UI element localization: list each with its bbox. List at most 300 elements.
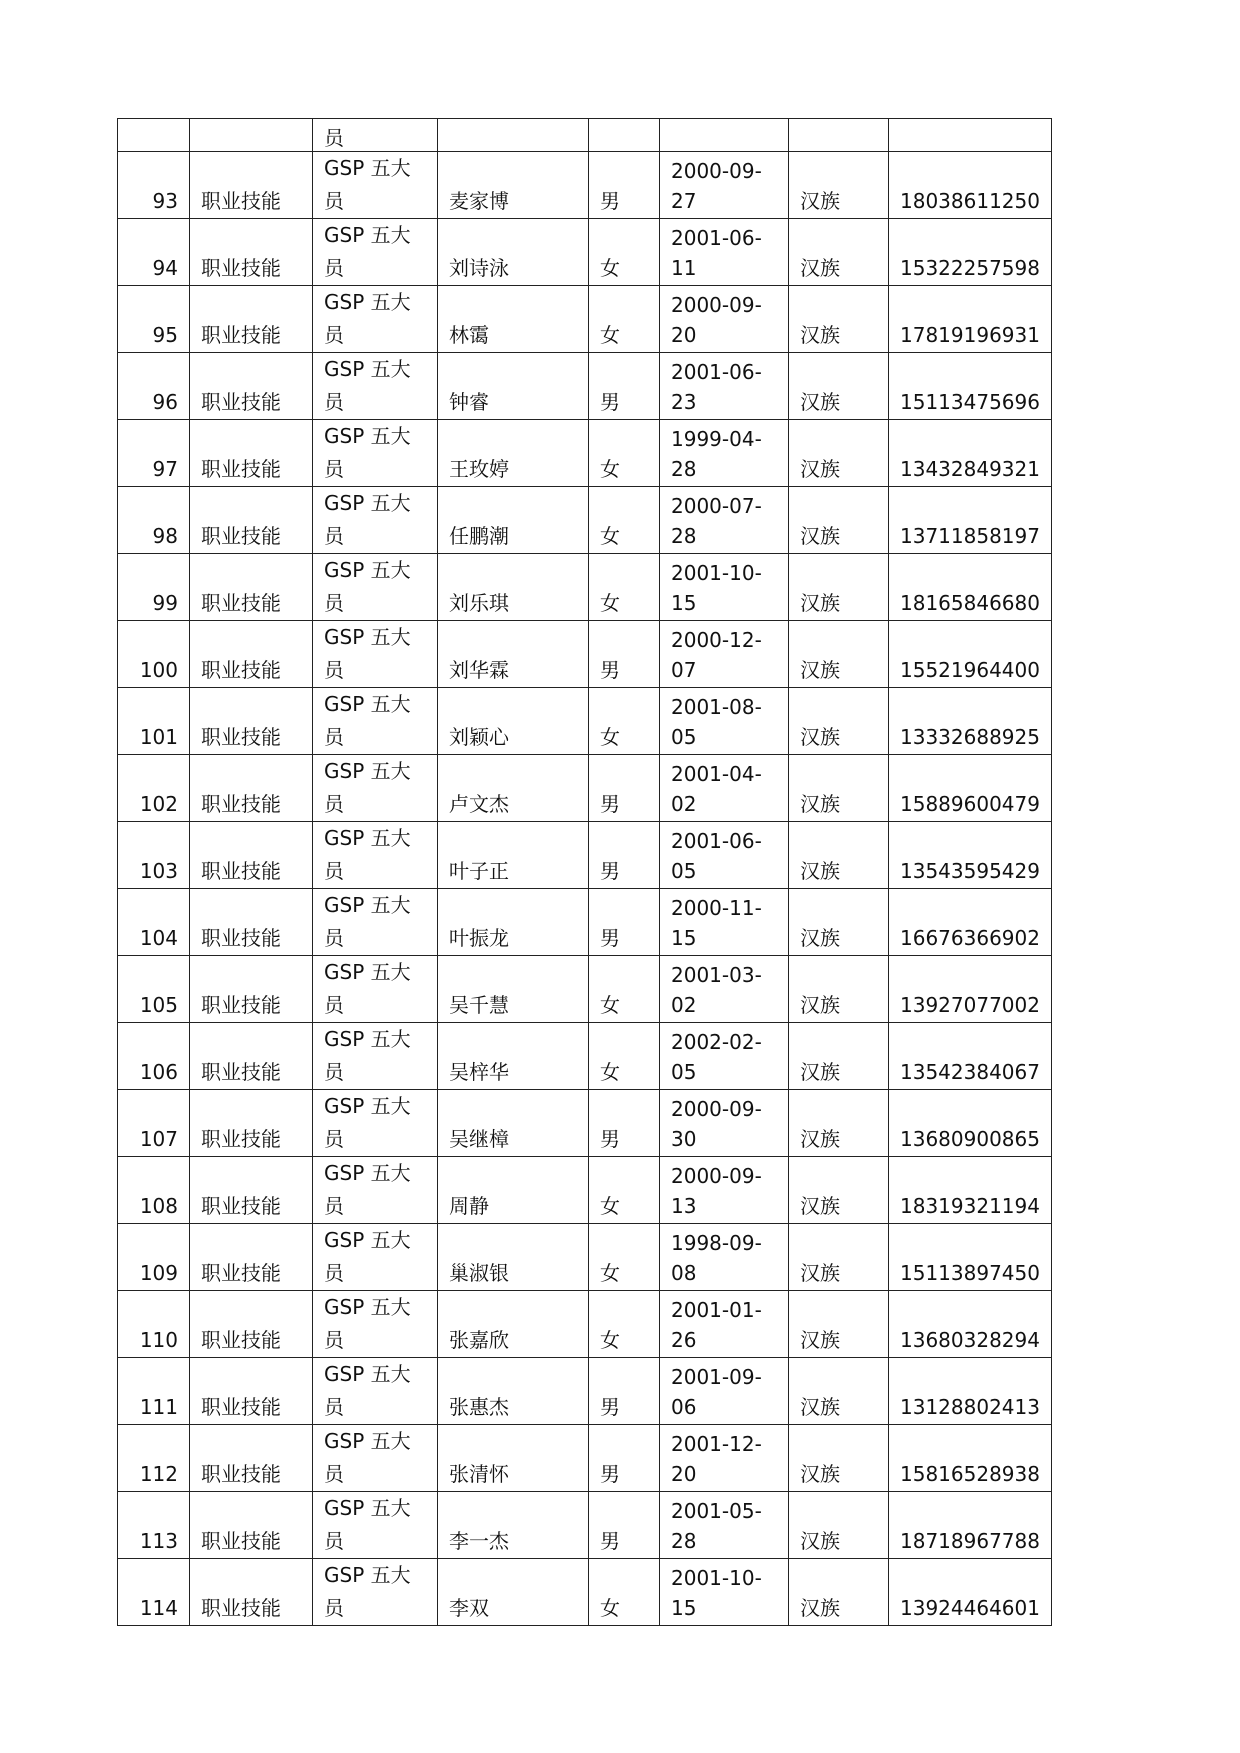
cell-phone-text: 13680900865: [900, 1127, 1040, 1151]
cell-category: [190, 119, 313, 152]
cell-major: [313, 286, 438, 353]
cell-birth-text: 2001-04-02: [671, 762, 762, 816]
cell-name: [438, 554, 589, 621]
cell-ethnicity-text: 汉族: [800, 792, 840, 816]
cell-gender-text: 男: [600, 1462, 620, 1486]
cell-major: [313, 1358, 438, 1425]
cell-phone: [889, 621, 1052, 688]
cell-major: [313, 487, 438, 554]
cell-name: [438, 1559, 589, 1626]
cell-ethnicity: [789, 554, 889, 621]
cell-phone-text: 13927077002: [900, 993, 1040, 1017]
cell-ethnicity: [789, 822, 889, 889]
cell-name: [438, 1224, 589, 1291]
cell-ethnicity-text: 汉族: [800, 1462, 840, 1486]
cell-major-line2: 员: [324, 658, 344, 682]
cell-phone-text: 15113897450: [900, 1261, 1040, 1285]
cell-gender-text: 男: [600, 658, 620, 682]
table-row: [118, 1559, 1052, 1626]
cell-major-line1: GSP 五大: [324, 223, 411, 247]
cell-category: [190, 353, 313, 420]
cell-no-text: 110: [139, 1328, 178, 1352]
cell-name-text: 刘乐琪: [449, 591, 509, 615]
cell-gender: [589, 755, 660, 822]
cell-name-text: 张惠杰: [449, 1395, 509, 1419]
cell-gender-text: 女: [600, 256, 620, 280]
cell-major: [313, 554, 438, 621]
cell-no-text: 104: [139, 926, 178, 950]
cell-birth-text: 2001-01-26: [671, 1298, 762, 1352]
cell-ethnicity-text: 汉族: [800, 1328, 840, 1352]
cell-ethnicity: [789, 688, 889, 755]
cell-no-text: 102: [139, 792, 178, 816]
cell-birth: [660, 621, 789, 688]
cell-category-text: 职业技能: [201, 993, 281, 1017]
cell-gender-text: 男: [600, 189, 620, 213]
cell-phone-text: 13332688925: [900, 725, 1040, 749]
cell-name-text: 吴继樟: [449, 1127, 509, 1151]
cell-gender: [589, 1425, 660, 1492]
cell-no: [118, 956, 190, 1023]
cell-category: [190, 554, 313, 621]
cell-ethnicity-text: 汉族: [800, 658, 840, 682]
cell-category: [190, 956, 313, 1023]
cell-name: [438, 1023, 589, 1090]
cell-phone-text: 18165846680: [900, 591, 1040, 615]
cell-no: [118, 119, 190, 152]
cell-major-line2: 员: [324, 926, 344, 950]
cell-gender: [589, 219, 660, 286]
cell-phone-text: 13432849321: [900, 457, 1040, 481]
cell-name: [438, 621, 589, 688]
cell-ethnicity: [789, 1559, 889, 1626]
cell-ethnicity: [789, 353, 889, 420]
cell-gender: [589, 956, 660, 1023]
cell-no: [118, 554, 190, 621]
cell-birth-text: 2001-03-02: [671, 963, 762, 1017]
cell-major: [313, 420, 438, 487]
cell-major-line1: GSP 五大: [324, 960, 411, 984]
cell-no-text: 100: [139, 658, 178, 682]
cell-name: [438, 152, 589, 219]
table-row: [118, 152, 1052, 219]
cell-gender: [589, 1492, 660, 1559]
cell-gender: [589, 621, 660, 688]
cell-major-line2: 员: [324, 256, 344, 280]
cell-major: [313, 1090, 438, 1157]
cell-ethnicity-text: 汉族: [800, 1127, 840, 1151]
cell-birth-text: 2000-09-13: [671, 1164, 762, 1218]
cell-name: [438, 420, 589, 487]
cell-major-line1: GSP 五大: [324, 491, 411, 515]
cell-ethnicity: [789, 219, 889, 286]
table-row: [118, 1358, 1052, 1425]
cell-name-text: 刘诗泳: [449, 256, 509, 280]
cell-phone-text: 15816528938: [900, 1462, 1040, 1486]
cell-category-text: 职业技能: [201, 1596, 281, 1620]
cell-birth-text: 2000-07-28: [671, 494, 762, 548]
cell-birth: [660, 1157, 789, 1224]
cell-phone-text: 13680328294: [900, 1328, 1040, 1352]
table-row: [118, 755, 1052, 822]
cell-ethnicity-text: 汉族: [800, 256, 840, 280]
cell-phone: [889, 353, 1052, 420]
cell-category-text: 职业技能: [201, 926, 281, 950]
cell-major-line2: 员: [324, 1328, 344, 1352]
cell-major-line1: GSP 五大: [324, 1027, 411, 1051]
cell-phone: [889, 822, 1052, 889]
cell-category: [190, 487, 313, 554]
cell-birth-text: 2001-09-06: [671, 1365, 762, 1419]
cell-ethnicity-text: 汉族: [800, 993, 840, 1017]
cell-category: [190, 1090, 313, 1157]
cell-birth: [660, 1023, 789, 1090]
cell-category-text: 职业技能: [201, 591, 281, 615]
cell-birth: [660, 889, 789, 956]
cell-major-line2: 员: [324, 1194, 344, 1218]
table-row: [118, 1090, 1052, 1157]
cell-gender: [589, 487, 660, 554]
cell-ethnicity-text: 汉族: [800, 1395, 840, 1419]
cell-birth-text: 2001-06-11: [671, 226, 762, 280]
cell-name-text: 钟睿: [449, 390, 489, 414]
cell-phone-text: 16676366902: [900, 926, 1040, 950]
cell-category-text: 职业技能: [201, 1194, 281, 1218]
cell-major-line2: 员: [324, 1060, 344, 1084]
cell-name: [438, 487, 589, 554]
cell-no-text: 98: [152, 524, 178, 548]
cell-phone: [889, 1157, 1052, 1224]
cell-name: [438, 219, 589, 286]
cell-major-line1: GSP 五大: [324, 1094, 411, 1118]
cell-no-text: 106: [139, 1060, 178, 1084]
cell-major-line2: 员: [324, 859, 344, 883]
cell-category-text: 职业技能: [201, 256, 281, 280]
table-row: [118, 1291, 1052, 1358]
cell-ethnicity: [789, 1090, 889, 1157]
cell-ethnicity-text: 汉族: [800, 1060, 840, 1084]
cell-category-text: 职业技能: [201, 792, 281, 816]
table-row: [118, 1425, 1052, 1492]
cell-name-text: 吴梓华: [449, 1060, 509, 1084]
cell-category: [190, 755, 313, 822]
cell-phone-text: 13128802413: [900, 1395, 1040, 1419]
cell-gender-text: 男: [600, 1127, 620, 1151]
cell-name-text: 张清怀: [449, 1462, 509, 1486]
cell-gender-text: 男: [600, 926, 620, 950]
cell-name: [438, 1090, 589, 1157]
cell-gender: [589, 420, 660, 487]
cell-gender-text: 女: [600, 1328, 620, 1352]
cell-ethnicity: [789, 1023, 889, 1090]
cell-gender: [589, 152, 660, 219]
cell-major-line1: GSP 五大: [324, 357, 411, 381]
cell-category-text: 职业技能: [201, 1127, 281, 1151]
cell-name-text: 吴千慧: [449, 993, 509, 1017]
cell-no-text: 112: [139, 1462, 178, 1486]
cell-gender-text: 女: [600, 1596, 620, 1620]
cell-gender: [589, 554, 660, 621]
roster-body: [118, 119, 1052, 1626]
cell-ethnicity: [789, 420, 889, 487]
cell-birth: [660, 755, 789, 822]
cell-gender: [589, 1023, 660, 1090]
cell-birth-text: 2000-12-07: [671, 628, 762, 682]
cell-major: 员: [313, 119, 438, 152]
cell-birth: [660, 119, 789, 152]
cell-phone-text: 15889600479: [900, 792, 1040, 816]
cell-category: [190, 1023, 313, 1090]
cell-birth-text: 2002-02-05: [671, 1030, 762, 1084]
cell-gender-text: 男: [600, 859, 620, 883]
cell-major-line1: GSP 五大: [324, 1228, 411, 1252]
cell-category: [190, 152, 313, 219]
cell-category: [190, 1157, 313, 1224]
table-row: [118, 1492, 1052, 1559]
cell-major: [313, 152, 438, 219]
cell-no: [118, 688, 190, 755]
cell-no: [118, 219, 190, 286]
cell-category-text: 职业技能: [201, 1328, 281, 1352]
cell-no: [118, 1291, 190, 1358]
cell-gender-text: 女: [600, 591, 620, 615]
cell-no-text: 111: [139, 1395, 178, 1419]
cell-gender: [589, 1291, 660, 1358]
cell-gender: [589, 1559, 660, 1626]
cell-major-line1: GSP 五大: [324, 290, 411, 314]
cell-phone-text: 17819196931: [900, 323, 1040, 347]
cell-no-text: 103: [139, 859, 178, 883]
cell-major-line1: GSP 五大: [324, 692, 411, 716]
cell-gender: [589, 1358, 660, 1425]
cell-birth-text: 2001-08-05: [671, 695, 762, 749]
cell-name: [438, 1157, 589, 1224]
cell-birth: [660, 822, 789, 889]
cell-category-text: 职业技能: [201, 524, 281, 548]
cell-ethnicity: [789, 889, 889, 956]
cell-gender-text: 男: [600, 390, 620, 414]
cell-major-line2: 员: [324, 1596, 344, 1620]
cell-birth: [660, 1559, 789, 1626]
cell-ethnicity: [789, 487, 889, 554]
cell-ethnicity-text: 汉族: [800, 524, 840, 548]
cell-category: [190, 822, 313, 889]
cell-major: [313, 1492, 438, 1559]
table-row: [118, 822, 1052, 889]
cell-major-line2: 员: [324, 1261, 344, 1285]
cell-major-line1: GSP 五大: [324, 1161, 411, 1185]
cell-category-text: 职业技能: [201, 1261, 281, 1285]
cell-category: [190, 1559, 313, 1626]
cell-phone: [889, 152, 1052, 219]
cell-phone: [889, 1559, 1052, 1626]
cell-ethnicity-text: 汉族: [800, 189, 840, 213]
cell-birth: [660, 1425, 789, 1492]
cell-category: [190, 621, 313, 688]
cell-no: [118, 1023, 190, 1090]
cell-gender: [589, 889, 660, 956]
table-row: [118, 554, 1052, 621]
cell-gender-text: 女: [600, 1261, 620, 1285]
cell-no: [118, 1559, 190, 1626]
cell-gender: [589, 1157, 660, 1224]
cell-phone: [889, 889, 1052, 956]
cell-birth: [660, 152, 789, 219]
cell-no-text: 95: [152, 323, 178, 347]
cell-phone: [889, 1224, 1052, 1291]
cell-name-text: 李一杰: [449, 1529, 509, 1553]
cell-birth-text: 1999-04-28: [671, 427, 762, 481]
cell-ethnicity: [789, 1358, 889, 1425]
cell-birth: [660, 420, 789, 487]
cell-no: [118, 755, 190, 822]
cell-ethnicity: [789, 621, 889, 688]
cell-birth: [660, 554, 789, 621]
cell-major-line1: GSP 五大: [324, 424, 411, 448]
cell-name: [438, 1492, 589, 1559]
table-row: [118, 420, 1052, 487]
cell-category: [190, 219, 313, 286]
cell-no-text: 97: [152, 457, 178, 481]
table-row: [118, 956, 1052, 1023]
cell-name-text: 卢文杰: [449, 792, 509, 816]
cell-name-text: 叶子正: [449, 859, 509, 883]
cell-category-text: 职业技能: [201, 1395, 281, 1419]
cell-major-line1: GSP 五大: [324, 759, 411, 783]
cell-ethnicity-text: 汉族: [800, 725, 840, 749]
cell-category-text: 职业技能: [201, 457, 281, 481]
cell-gender: [589, 822, 660, 889]
cell-category: [190, 420, 313, 487]
cell-phone-text: 15521964400: [900, 658, 1040, 682]
cell-major-line1: GSP 五大: [324, 826, 411, 850]
cell-phone: [889, 487, 1052, 554]
cell-no: [118, 420, 190, 487]
cell-gender: [589, 1224, 660, 1291]
cell-gender-text: 女: [600, 1194, 620, 1218]
cell-ethnicity: [789, 956, 889, 1023]
cell-no-text: 108: [139, 1194, 178, 1218]
cell-birth-text: 2001-05-28: [671, 1499, 762, 1553]
cell-birth-text: 2001-12-20: [671, 1432, 762, 1486]
cell-name: [438, 353, 589, 420]
cell-category-text: 职业技能: [201, 1462, 281, 1486]
cell-gender: [589, 119, 660, 152]
cell-category: [190, 1425, 313, 1492]
cell-birth: [660, 353, 789, 420]
table-row: [118, 621, 1052, 688]
cell-birth: [660, 1291, 789, 1358]
cell-no-text: 113: [139, 1529, 178, 1553]
cell-no-text: 101: [139, 725, 178, 749]
cell-name-text: 任鹏潮: [449, 524, 509, 548]
cell-name-text: 刘华霖: [449, 658, 509, 682]
cell-major-line2: 员: [324, 1127, 344, 1151]
cell-birth: [660, 1358, 789, 1425]
cell-gender: [589, 1090, 660, 1157]
cell-birth: [660, 1090, 789, 1157]
cell-gender-text: 男: [600, 1395, 620, 1419]
cell-major-line2: 员: [324, 390, 344, 414]
cell-no-text: 94: [152, 256, 178, 280]
cell-phone: [889, 688, 1052, 755]
cell-birth: [660, 1224, 789, 1291]
cell-major-line2: 员: [324, 189, 344, 213]
cell-phone: [889, 219, 1052, 286]
cell-name: [438, 889, 589, 956]
cell-no-text: 105: [139, 993, 178, 1017]
cell-ethnicity: [789, 755, 889, 822]
cell-birth: [660, 1492, 789, 1559]
cell-no: [118, 889, 190, 956]
table-row: [118, 1023, 1052, 1090]
cell-name: [438, 1425, 589, 1492]
cell-ethnicity-text: 汉族: [800, 457, 840, 481]
cell-name: [438, 1291, 589, 1358]
cell-major: [313, 621, 438, 688]
cell-no-text: 107: [139, 1127, 178, 1151]
cell-phone: [889, 286, 1052, 353]
cell-name-text: 刘颖心: [449, 725, 509, 749]
cell-major: [313, 822, 438, 889]
cell-major-line1: GSP 五大: [324, 1496, 411, 1520]
cell-major: [313, 956, 438, 1023]
cell-major-line2: 员: [324, 725, 344, 749]
cell-gender-text: 男: [600, 792, 620, 816]
cell-category-text: 职业技能: [201, 1060, 281, 1084]
cell-no-text: 96: [152, 390, 178, 414]
cell-name: [438, 286, 589, 353]
cell-major: [313, 755, 438, 822]
cell-category: [190, 688, 313, 755]
cell-category: [190, 1492, 313, 1559]
cell-no-text: 114: [139, 1596, 178, 1620]
cell-major-line1: GSP 五大: [324, 1362, 411, 1386]
cell-gender-text: 女: [600, 725, 620, 749]
cell-major-line2: 员: [324, 591, 344, 615]
cell-birth-text: 2001-10-15: [671, 561, 762, 615]
table-row: [118, 1224, 1052, 1291]
cell-birth: [660, 956, 789, 1023]
cell-major: [313, 688, 438, 755]
cell-major: [313, 1224, 438, 1291]
cell-no: [118, 487, 190, 554]
cell-gender-text: 女: [600, 993, 620, 1017]
table-row: [118, 353, 1052, 420]
cell-major: [313, 1157, 438, 1224]
cell-birth-text: 2000-09-20: [671, 293, 762, 347]
cell-phone-text: 18038611250: [900, 189, 1040, 213]
cell-birth: [660, 487, 789, 554]
cell-ethnicity-text: 汉族: [800, 323, 840, 347]
cell-major-line1: GSP 五大: [324, 893, 411, 917]
cell-phone: [889, 1090, 1052, 1157]
cell-name-text: 周静: [449, 1194, 489, 1218]
cell-name: [438, 1358, 589, 1425]
cell-name: [438, 119, 589, 152]
cell-ethnicity-text: 汉族: [800, 591, 840, 615]
cell-birth: [660, 286, 789, 353]
cell-major: [313, 889, 438, 956]
cell-ethnicity: [789, 1224, 889, 1291]
cell-category: [190, 1224, 313, 1291]
table-row: [118, 219, 1052, 286]
cell-ethnicity-text: 汉族: [800, 1194, 840, 1218]
cell-major-line1: GSP 五大: [324, 625, 411, 649]
cell-phone: [889, 1291, 1052, 1358]
cell-no-text: 109: [139, 1261, 178, 1285]
cell-major-line1: GSP 五大: [324, 1563, 411, 1587]
